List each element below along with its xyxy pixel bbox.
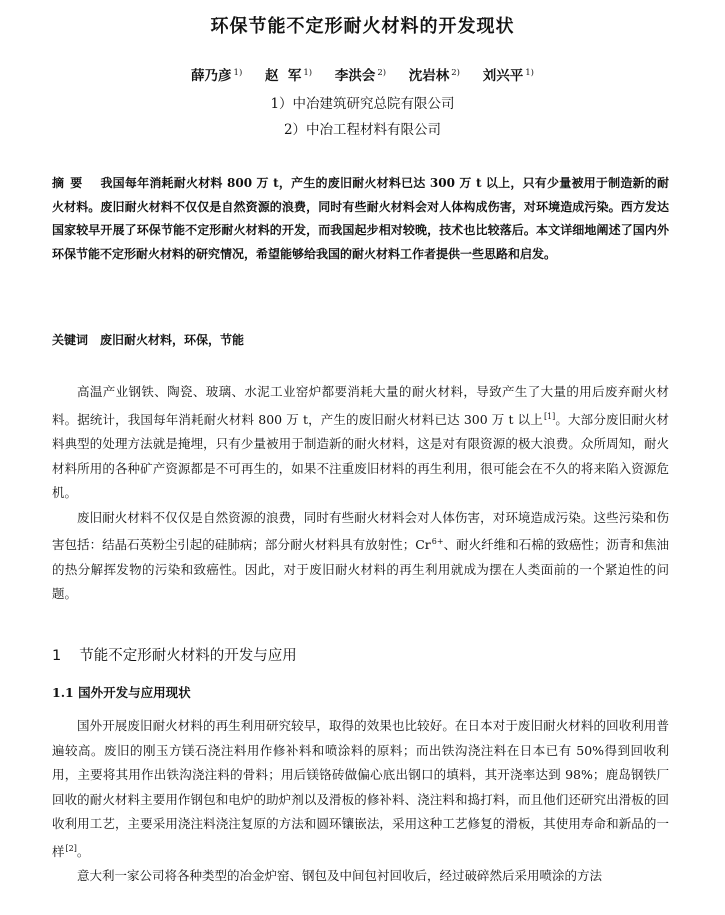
paragraph-text: 意大利一家公司将各种类型的冶金炉窑、钢包及中间包衬回收后，经过破碎然后采用喷涂的方法 [77,868,603,884]
introduction [52,380,669,607]
section-heading [52,644,297,665]
paragraph-text: 高温产业钢铁、陶瓷、玻璃、水泥工业窑炉都要消耗大量的耐火材料，导致产生了大量的用后废弃耐火材料。据统计，我国每年消耗耐火材料 800 万 t，产生的废旧耐火材料已达 300 万 t 以上 [52,384,669,427]
author [265,68,312,84]
body-paragraph [52,380,669,506]
author-list [0,64,725,84]
author [409,68,460,84]
author-affiliation-mark: 1) [233,67,243,78]
keywords-label: 关键词 [52,333,89,347]
author-affiliation-mark: 1) [525,67,534,78]
author-name: 赵 军 [264,68,302,84]
author [483,68,534,84]
body-paragraph [52,864,669,889]
author-affiliation-mark: 1) [303,67,313,78]
section-title: 节能不定形耐火材料的开发与应用 [79,648,297,664]
author [335,68,386,84]
body-paragraph [52,714,669,864]
subsection-heading: 1.1 国外开发与应用现状 [52,685,191,700]
affiliation-2: 2）中冶工程材料有限公司 [283,122,442,138]
author-name: 李洪会 [334,68,376,84]
author [191,68,242,84]
author-affiliation-mark: 2) [451,67,460,78]
author-affiliation-mark: 2) [377,67,387,78]
author-name: 沈岩林 [408,68,450,84]
abstract-text: 我国每年消耗耐火材料 800 万 t，产生的废旧耐火材料已达 300 万 t 以上，只有少量被用于制造新的耐火材料。废旧耐火材料不仅仅是自然资源的浪费，同时有些耐火材料会对人体构成伤害，对环境造成污染。西方发达国家较早开展了环保节能不定形耐火材料的开发，而我国起步相对较晚，技术也比较落后。本文详细地阐述了国内外环保节能不定形耐火材料的研究情况，希望能够给我国的耐火材料工作者提供一些思路和启发。 [52,176,669,261]
paragraph-text: 。 [76,843,90,859]
citation-ref: [1] [543,411,556,421]
keywords-text: 废旧耐火材料，环保，节能 [100,333,245,347]
author-name: 薛乃彦 [191,68,232,84]
affiliation-1: 1）中冶建筑研究总院有限公司 [270,96,455,112]
paper-title: 环保节能不定形耐火材料的开发现状 [210,16,515,37]
section-number: 1 [52,648,62,664]
abstract [52,172,669,266]
subsection-body [52,714,669,889]
abstract-label: 摘要 [52,176,89,190]
chemical-superscript: 6+ [431,537,444,547]
paragraph-text: 。大部分废旧耐火材料典型的处理方法就是掩埋，只有少量被用于制造新的耐火材料，这是对有限资源的极大浪费。众所周知，耐火材料所用的各种矿产资源都是不可再生的，如果不注重废旧材料的再生利用，很可能会在不久的将来陷入资源危机。 [52,411,669,501]
paragraph-text: 、耐火纤维和石棉的致癌性；沥青和焦油的热分解挥发物的污染和致癌性。因此，对于废旧耐火材料的再生利用就成为摆在人类面前的一个紧迫性的问题。 [52,537,669,602]
paragraph-text: 废旧耐火材料不仅仅是自然资源的浪费，同时有些耐火材料会对人体伤害，对环境造成污染。这些污染和伤害包括：结晶石英粉尘引起的硅肺病；部分耐火材料具有放射性；Cr [52,509,669,553]
citation-ref: [2] [65,843,77,853]
paragraph-text: 国外开展废旧耐火材料的再生利用研究较早，取得的效果也比较好。在日本对于废旧耐火材料的回收利用普遍较高。废旧的刚玉方镁石浇注料用作修补料和喷涂料的原料；而出铁沟浇注料在日本已有 50%得到回收利用，主要将其用作出铁沟浇注料的骨料；用后镁铬砖做偏心底出钢口的填料，其开浇率达到 98%；鹿岛钢铁厂回收的耐火材料主要用作钢包和电炉的助炉剂以及滑板的修补料、浇注料和捣打料，而且他们还研究出滑板的回收利用工艺，主要采用浇注料浇注复原的方法和圆环镶嵌法，采用这种工艺修复的滑板，其使用寿命和新品的一样 [52,718,669,859]
body-paragraph [52,506,669,607]
keywords [52,331,669,348]
author-name: 刘兴平 [482,68,524,84]
